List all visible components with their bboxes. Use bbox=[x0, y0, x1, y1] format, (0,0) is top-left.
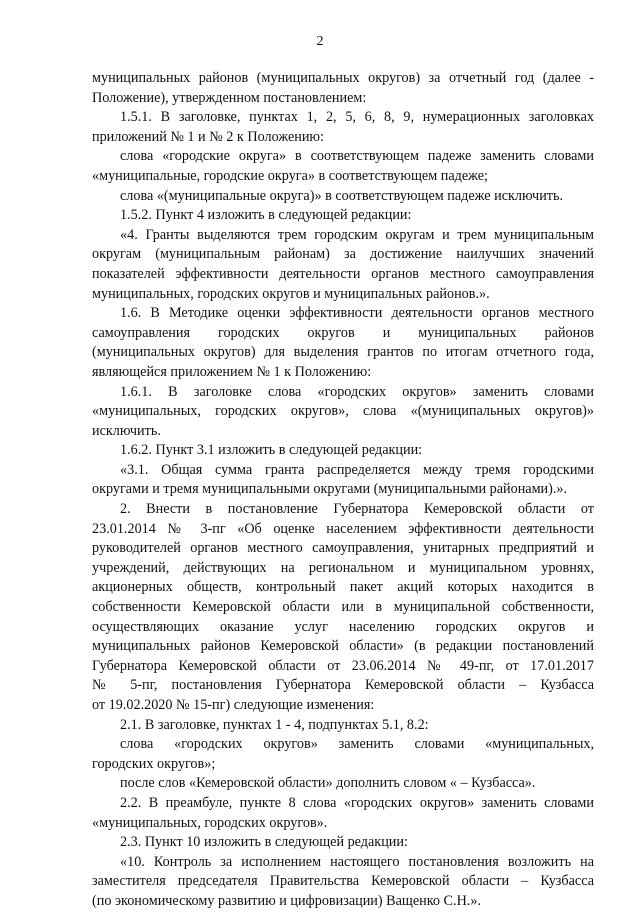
document-body bbox=[92, 69, 594, 912]
page-number: 2 bbox=[316, 34, 324, 49]
text-line: 23.01.2014 № 3-пг «Об оценке населением эффективности деятельности bbox=[92, 520, 594, 537]
text-line: исключить. bbox=[92, 422, 161, 439]
text-line: 2.2. В преамбуле, пункте 8 слова «городских округов» заменить словами bbox=[120, 794, 594, 811]
text-line: муниципальных, городских округов и муниципальных районов.». bbox=[92, 285, 490, 302]
text-line: муниципальных районов Кемеровской области» (в редакции постановлений bbox=[92, 638, 594, 655]
text-line: слова «городских округов» заменить словами «муниципальных, bbox=[120, 736, 594, 753]
text-line: акционерных обществ, контрольный пакет акций которых находится в bbox=[92, 579, 594, 596]
text-line: слова «городские округа» в соответствующем падеже заменить словами bbox=[120, 148, 594, 165]
text-line: муниципальных районов (муниципальных округов) за отчетный год (далее - bbox=[92, 70, 594, 86]
text-line: приложений № 1 и № 2 к Положению: bbox=[92, 128, 324, 145]
text-line: «муниципальные, городские округа» в соответствующем падеже; bbox=[92, 167, 488, 184]
text-line: Положение), утвержденном постановлением: bbox=[92, 89, 367, 106]
text-line: осуществляющих оказание услуг населению городских округов и bbox=[92, 618, 594, 635]
text-line: собственности Кемеровской области или в муниципальной собственности, bbox=[92, 599, 594, 616]
text-line: 1.5.1. В заголовке, пунктах 1, 2, 5, 6, 8, 9, нумерационных заголовках bbox=[120, 109, 594, 126]
text-line: «муниципальных, городских округов», слова «(муниципальных округов)» bbox=[92, 403, 594, 420]
text-line: «4. Гранты выделяются трем городским округам и трем муниципальным bbox=[120, 226, 594, 243]
text-line: 2.1. В заголовке, пунктах 1 - 4, подпунктах 5.1, 8.2: bbox=[120, 716, 429, 733]
text-line: 1.6. В Методике оценки эффективности деятельности органов местного bbox=[120, 305, 594, 322]
text-line: городских округов»; bbox=[92, 755, 216, 772]
text-line: самоуправления городских округов и муниципальных районов bbox=[92, 324, 594, 341]
text-line: «10. Контроль за исполнением настоящего постановления возложить на bbox=[120, 853, 594, 870]
text-line: после слов «Кемеровской области» дополнить словом « – Кузбасса». bbox=[120, 775, 536, 792]
text-line: слова «(муниципальные округа)» в соответствующем падеже исключить. bbox=[120, 187, 563, 204]
text-line: «3.1. Общая сумма гранта распределяется между тремя городскими bbox=[120, 461, 594, 478]
text-line: заместителя председателя Правительства Кемеровской области – Кузбасса bbox=[92, 873, 594, 890]
text-line: Губернатора Кемеровской области от 23.06.2014 № 49-пг, от 17.01.2017 bbox=[92, 657, 594, 674]
text-line: учреждений, действующих на региональном и муниципальном уровнях, bbox=[92, 559, 594, 576]
text-line: округам (муниципальным районам) за достижение наилучших значений bbox=[92, 246, 594, 263]
text-line: (по экономическому развитию и цифровизации) Ващенко С.Н.». bbox=[92, 892, 481, 909]
text-line: от 19.02.2020 № 15-пг) следующие изменения: bbox=[92, 697, 375, 713]
text-line: (муниципальных округов) для выделения грантов по итогам отчетного года, bbox=[92, 344, 594, 361]
text-line: № 5-пг, постановления Губернатора Кемеровской области – Кузбасса bbox=[92, 677, 594, 694]
text-line: 1.6.2. Пункт 3.1 изложить в следующей редакции: bbox=[120, 442, 423, 459]
text-line: являющейся приложением № 1 к Положению: bbox=[92, 363, 372, 380]
text-line: 1.5.2. Пункт 4 изложить в следующей редакции: bbox=[120, 207, 412, 224]
text-line: 2.3. Пункт 10 изложить в следующей редакции: bbox=[120, 834, 408, 851]
text-line: 1.6.1. В заголовке слова «городских округов» заменить словами bbox=[120, 383, 594, 400]
text-line: «муниципальных, городских округов». bbox=[92, 814, 328, 831]
text-line: 2. Внести в постановление Губернатора Кемеровской области от bbox=[120, 501, 594, 518]
text-line: округами и тремя муниципальными округами (муниципальными районами).». bbox=[92, 481, 568, 498]
text-line: показателей эффективности деятельности органов местного самоуправления bbox=[92, 265, 594, 282]
text-line: руководителей органов местного самоуправления, унитарных предприятий и bbox=[92, 540, 594, 557]
